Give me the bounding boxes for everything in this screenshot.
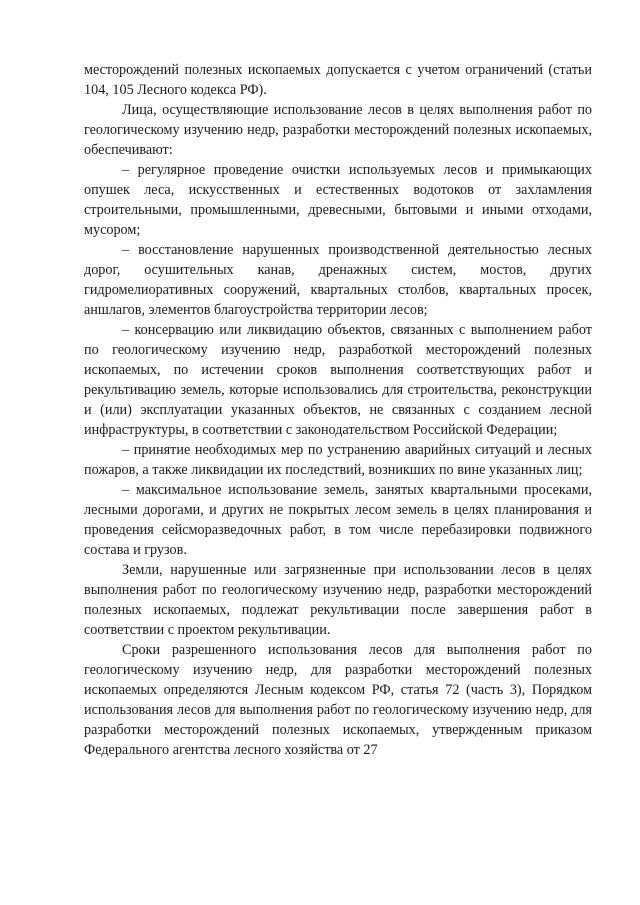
paragraph-recultivation: Земли, нарушенные или загрязненные при использовании лесов в целях выполнения работ по геологическому изучению недр, разработки месторождений полезных ископаемых, подлежат рекультивации после завершения работ в соответствии с проектом рекультивации. — [84, 562, 592, 638]
list-item-cleaning: – регулярное проведение очистки используемых лесов и примыкающих опушек леса, искусственных и естественных водотоков от захламления строительными, промышленными, древесными, бытовыми и иными отходами, мусором; — [84, 162, 592, 238]
list-item-restoration: – восстановление нарушенных производственной деятельностью лесных дорог, осушительных канав, дренажных систем, мостов, других гидромелиоративных сооружений, квартальных столбов, квартальных просек, аншлагов, элементов благоустройства территории лесов; — [84, 242, 592, 318]
list-item-conservation: – консервацию или ликвидацию объектов, связанных с выполнением работ по геологическому изучению недр, разработкой месторождений полезных ископаемых, по истечении сроков выполнения соответствующих работ и рекультивацию земель, которые использовались для строительства, реконструкции и (или) эксплуатации указанных объектов, не связанных с созданием лесной инфраструктуры, в соответствии с законодательством Российской Федерации; — [84, 322, 592, 438]
paragraph-terms: Сроки разрешенного использования лесов для выполнения работ по геологическому изучению недр, для разработки месторождений полезных ископаемых определяются Лесным кодексом РФ, статья 72 (часть 3), Порядком использования лесов для выполнения работ по геологическому изучению недр, для разработки месторождений полезных ископаемых, утвержденным приказом Федерального агентства лесного хозяйства от 27 — [84, 642, 592, 758]
list-item-emergency-measures: – принятие необходимых мер по устранению аварийных ситуаций и лесных пожаров, а также ликвидации их последствий, возникших по вине указанных лиц; — [84, 442, 592, 478]
paragraph-obligations-intro: Лица, осуществляющие использование лесов в целях выполнения работ по геологическому изучению недр, разработки месторождений полезных ископаемых, обеспечивают: — [84, 102, 592, 158]
document-page — [84, 60, 592, 760]
list-item-land-use: – максимальное использование земель, занятых квартальными просеками, лесными дорогами, и других не покрытых лесом земель в целях планирования и проведения сейсморазведочных работ, в том числе перебазировки подвижного состава и грузов. — [84, 482, 592, 558]
paragraph-continuation: месторождений полезных ископаемых допускается с учетом ограничений (статьи 104, 105 Лесного кодекса РФ). — [84, 62, 592, 98]
